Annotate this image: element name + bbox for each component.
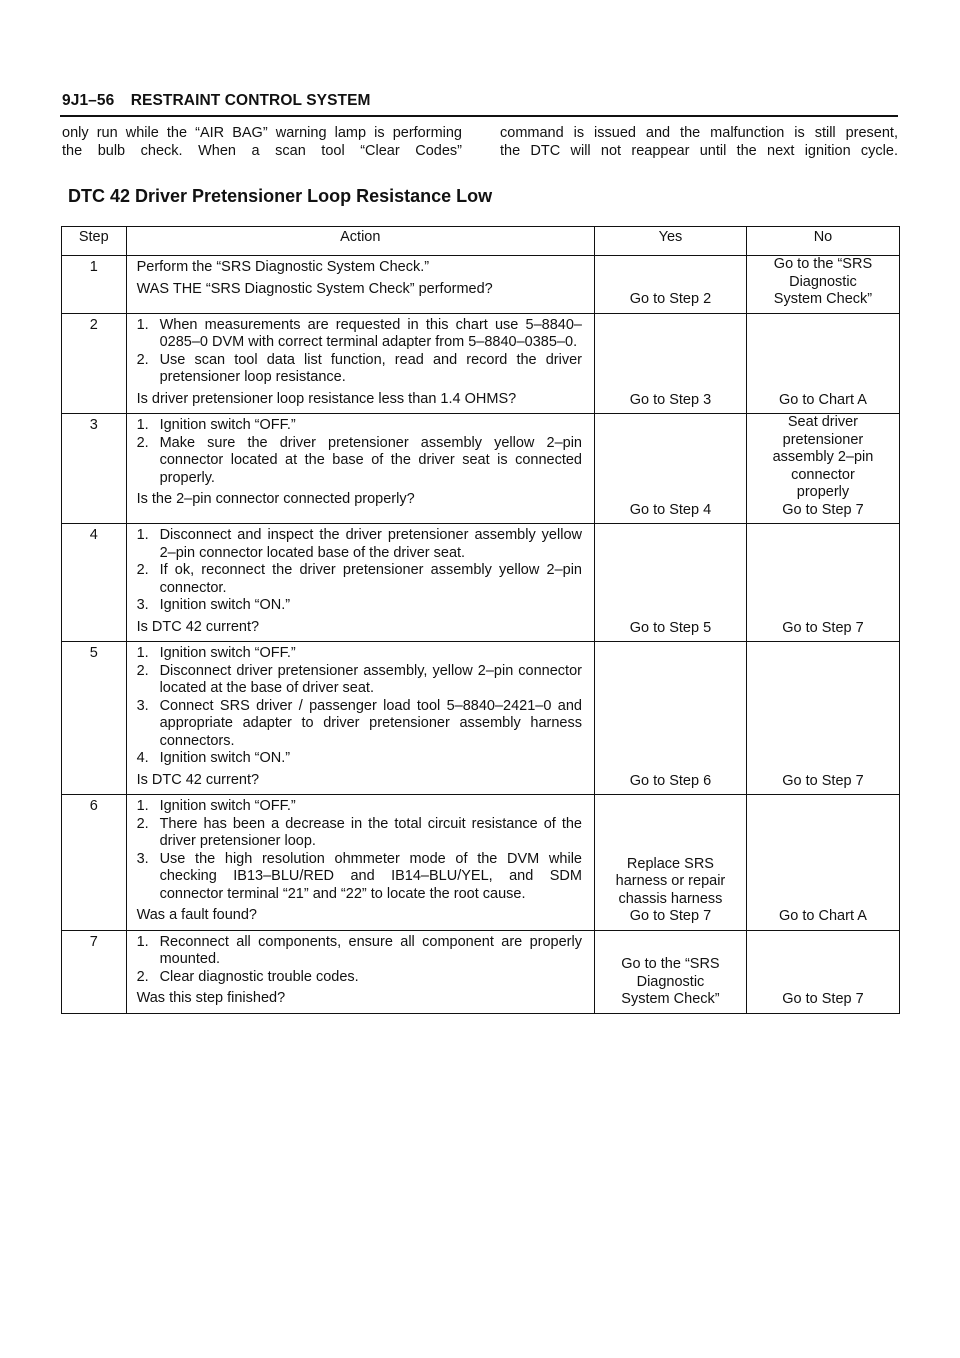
action-item xyxy=(137,663,582,698)
no-text: Go to Chart A xyxy=(779,908,867,924)
intro-left-line: only run while the “AIR BAG” warning lamp is performing xyxy=(62,125,462,141)
yes-text: Go to Step 6 xyxy=(629,772,712,789)
action-cell xyxy=(126,642,594,795)
action-cell xyxy=(126,256,594,314)
action-item-number: 1. xyxy=(136,798,149,814)
action-item-text: Reconnect all components, ensure all component are properly mounted. xyxy=(159,933,582,967)
action-question: Is DTC 42 current? xyxy=(136,771,260,788)
action-item-number: 3. xyxy=(136,850,149,867)
yes-cell xyxy=(594,524,746,642)
step-number: 3 xyxy=(62,414,127,524)
action-item-text: Ignition switch “OFF.” xyxy=(159,645,296,661)
table-row xyxy=(62,313,900,414)
action-question: WAS THE “SRS Diagnostic System Check” performed? xyxy=(136,280,493,297)
no-text: Go to Chart A xyxy=(779,391,867,408)
intro-right-line: command is issued and the malfunction is still present, xyxy=(500,125,898,141)
yes-text: Go to Step 5 xyxy=(629,619,712,636)
intro-right-line: the DTC will not reappear until the next ignition cycle. xyxy=(500,143,898,159)
dtc-title: DTC 42 Driver Pretensioner Loop Resistance Low xyxy=(68,186,493,206)
action-item xyxy=(137,417,582,435)
action-question: Is driver pretensioner loop resistance less than 1.4 OHMS? xyxy=(136,390,517,407)
action-item-number: 3. xyxy=(136,697,149,714)
no-text: Go to Step 7 xyxy=(782,501,864,518)
yes-cell xyxy=(594,642,746,795)
diagnostic-table xyxy=(61,226,900,1014)
action-item-number: 2. xyxy=(136,351,149,368)
yes-cell xyxy=(594,414,746,524)
action-item xyxy=(137,435,582,488)
no-cell xyxy=(746,930,899,1013)
action-item xyxy=(137,698,582,751)
step-number: 4 xyxy=(62,524,127,642)
no-text: connector xyxy=(791,466,855,483)
yes-text: Go to Step 3 xyxy=(629,391,712,408)
action-item-text: Connect SRS driver / passenger load tool 5–8840–2421–0 and appropriate adapter to driver pretensioner assembly harness connectors. xyxy=(159,697,582,749)
section-title: RESTRAINT CONTROL SYSTEM xyxy=(130,92,371,109)
action-item-text: Use scan tool data list function, read and record the driver pretensioner loop resistance. xyxy=(159,351,582,385)
action-text: Perform the “SRS Diagnostic System Check.” xyxy=(136,259,430,275)
no-text: System Check” xyxy=(773,291,873,307)
yes-text: Go to Step 7 xyxy=(629,908,712,924)
step-number: 2 xyxy=(62,313,127,414)
action-question: Is DTC 42 current? xyxy=(136,618,260,635)
action-cell xyxy=(126,795,594,931)
action-item-number: 2. xyxy=(136,434,149,451)
action-item-number: 1. xyxy=(136,527,149,543)
yes-text: harness or repair xyxy=(615,873,726,889)
header-rule xyxy=(60,115,898,117)
action-item-text: Disconnect and inspect the driver pretensioner assembly yellow 2–pin connector located base of the driver seat. xyxy=(159,527,582,561)
action-item-number: 4. xyxy=(136,750,149,766)
no-cell xyxy=(746,524,899,642)
action-item-number: 1. xyxy=(136,645,149,661)
step-number: 1 xyxy=(62,256,127,314)
action-item xyxy=(137,562,582,597)
action-cell xyxy=(126,313,594,414)
yes-text: Replace SRS xyxy=(626,855,714,872)
action-item-text: There has been a decrease in the total circuit resistance of the driver pretensioner loop. xyxy=(159,815,582,849)
yes-text: Diagnostic xyxy=(636,973,705,990)
action-item xyxy=(137,750,582,768)
page-header xyxy=(62,92,371,110)
no-text: Seat driver xyxy=(787,414,859,430)
action-item-number: 2. xyxy=(136,562,149,578)
action-item-text: Ignition switch “ON.” xyxy=(159,597,291,613)
yes-cell xyxy=(594,313,746,414)
step-number: 6 xyxy=(62,795,127,931)
step-number: 5 xyxy=(62,642,127,795)
intro-left-column xyxy=(62,124,462,160)
no-text: Diagnostic xyxy=(789,273,857,290)
table-row xyxy=(62,930,900,1013)
action-item-text: If ok, reconnect the driver pretensioner assembly yellow 2–pin connector. xyxy=(159,562,582,596)
action-item xyxy=(137,851,582,904)
yes-cell xyxy=(594,795,746,931)
header-action: Action xyxy=(126,227,594,256)
action-cell xyxy=(126,414,594,524)
table-row xyxy=(62,795,900,931)
action-item-text: Use the high resolution ohmmeter mode of the DVM while checking IB13–BLU/RED and IB14–BLU/YEL, and SDM connector terminal “21” and “22” to locate the root cause. xyxy=(159,850,582,902)
action-item-number: 2. xyxy=(136,968,149,985)
no-text: Go to Step 7 xyxy=(782,991,864,1007)
table-header-row xyxy=(62,227,900,256)
action-item xyxy=(137,969,582,987)
action-item-number: 3. xyxy=(136,597,149,613)
action-question: Was this step finished? xyxy=(136,990,286,1006)
header-no: No xyxy=(746,227,899,256)
no-cell xyxy=(746,313,899,414)
table-row xyxy=(62,642,900,795)
action-item-text: Clear diagnostic trouble codes. xyxy=(159,968,359,985)
action-item-text: Disconnect driver pretensioner assembly, yellow 2–pin connector located at the base of driver seat. xyxy=(159,662,582,696)
yes-cell xyxy=(594,930,746,1013)
action-item-text: Ignition switch “OFF.” xyxy=(159,417,296,433)
no-text: properly xyxy=(796,484,850,500)
no-cell xyxy=(746,414,899,524)
action-item xyxy=(137,527,582,562)
intro-right-column xyxy=(500,124,898,160)
intro-left-line: the bulb check. When a scan tool “Clear Codes” xyxy=(62,143,462,159)
no-cell xyxy=(746,795,899,931)
no-cell xyxy=(746,256,899,314)
action-item xyxy=(137,816,582,851)
yes-text: chassis harness xyxy=(618,890,723,907)
action-question: Is the 2–pin connector connected properly? xyxy=(136,491,415,507)
action-cell xyxy=(126,930,594,1013)
table-row xyxy=(62,414,900,524)
header-step: Step xyxy=(62,227,127,256)
action-item-text: When measurements are requested in this chart use 5–8840–0285–0 DVM with correct terminal adapter from 5–8840–0385–0. xyxy=(159,316,582,350)
action-cell xyxy=(126,524,594,642)
no-text: Go to the “SRS xyxy=(773,256,873,272)
action-item xyxy=(137,645,582,663)
action-item-number: 1. xyxy=(136,316,149,333)
yes-text: Go to Step 4 xyxy=(629,501,712,518)
action-item-text: Ignition switch “ON.” xyxy=(159,750,291,766)
table-body xyxy=(62,256,900,1014)
step-number: 7 xyxy=(62,930,127,1013)
no-text: Go to Step 7 xyxy=(782,772,864,789)
action-item-text: Ignition switch “OFF.” xyxy=(159,798,296,814)
action-item-text: Make sure the driver pretensioner assembly yellow 2–pin connector located at the base of the driver seat is connected properly. xyxy=(159,434,582,486)
action-question: Was a fault found? xyxy=(136,907,257,923)
action-item-number: 2. xyxy=(136,815,149,832)
no-cell xyxy=(746,642,899,795)
action-item xyxy=(137,352,582,387)
action-item xyxy=(137,597,582,615)
page-number: 9J1–56 xyxy=(62,92,115,109)
action-item-number: 2. xyxy=(136,662,149,679)
action-item-number: 1. xyxy=(136,417,149,433)
no-text: assembly 2–pin xyxy=(772,449,874,465)
yes-cell xyxy=(594,256,746,314)
action-item xyxy=(137,317,582,352)
table-row xyxy=(62,524,900,642)
yes-text: System Check” xyxy=(621,991,720,1007)
action-item xyxy=(137,798,582,816)
yes-text: Go to the “SRS xyxy=(621,956,720,972)
no-text: pretensioner xyxy=(782,431,864,448)
no-text: Go to Step 7 xyxy=(782,619,864,636)
yes-text: Go to Step 2 xyxy=(629,291,712,307)
action-item xyxy=(137,934,582,969)
table-row xyxy=(62,256,900,314)
header-yes: Yes xyxy=(594,227,746,256)
action-item-number: 1. xyxy=(136,933,149,950)
